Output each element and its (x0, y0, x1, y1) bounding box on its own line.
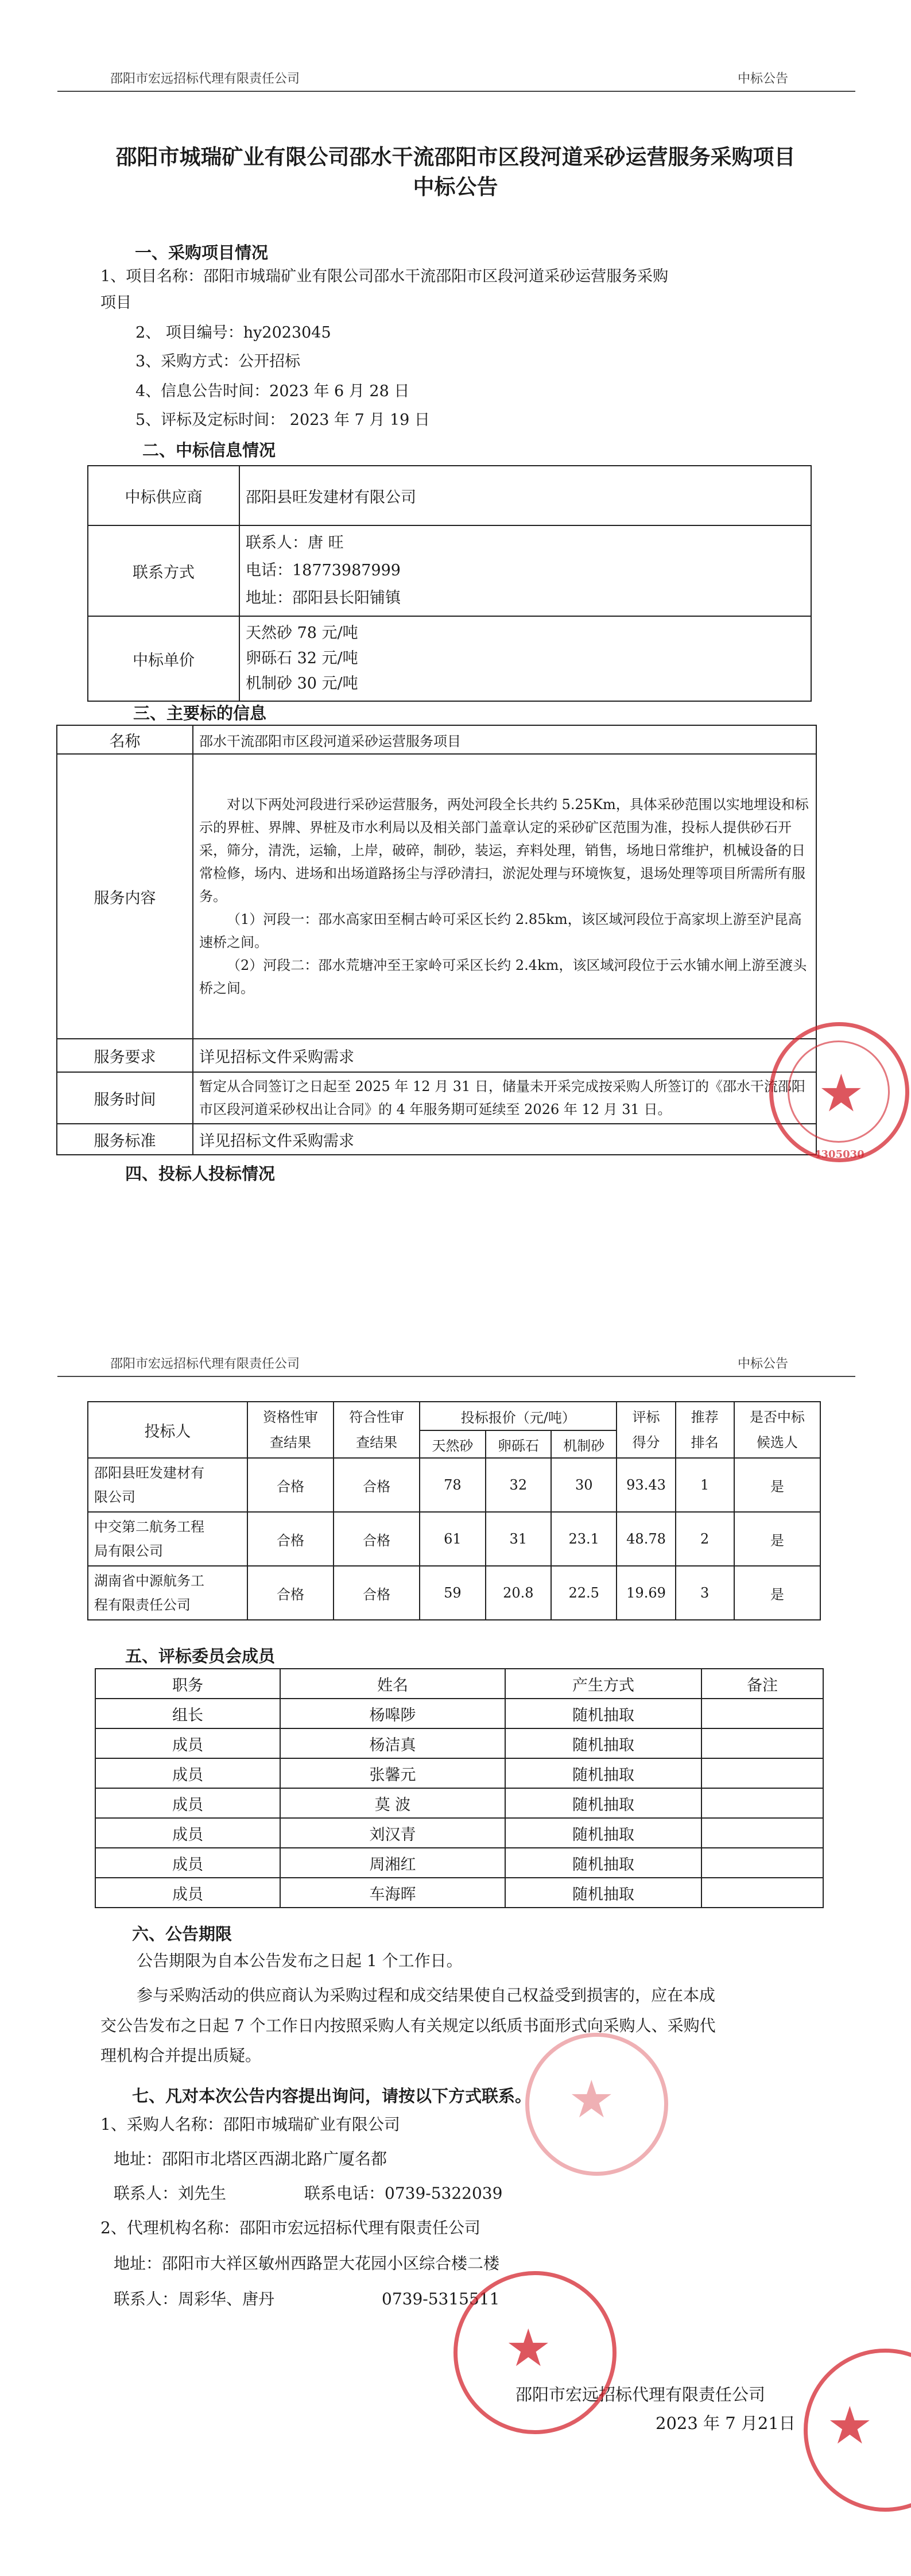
bid-score: 19.69 (617, 1566, 675, 1620)
signature-company: 邵阳市宏远招标代理有限责任公司 (515, 2385, 766, 2404)
rank-header-1: 推荐 (691, 1409, 719, 1425)
bid-candidate: 是 (734, 1458, 820, 1512)
member-role: 成员 (95, 1818, 280, 1848)
project-name-line1: 1、项目名称：邵阳市城瑞矿业有限公司邵水干流邵阳市区段河道采砂运营服务采购 (100, 268, 669, 285)
table-row (95, 1699, 823, 1728)
price-machine-sand: 机制砂 30 元/吨 (246, 675, 358, 693)
agency-seal-star-icon: ★ (818, 1063, 865, 1124)
price-machine-sand-header: 机制砂 (551, 1430, 617, 1458)
bid-natural-sand: 59 (420, 1566, 485, 1620)
name-header: 姓名 (280, 1669, 505, 1699)
contact-label: 联系方式 (88, 525, 239, 616)
signature-seal-star-icon: ★ (505, 2318, 552, 2378)
contact-person: 联系人：唐 旺 (246, 534, 344, 552)
member-name: 车海晖 (280, 1878, 505, 1908)
page2-header-rule (57, 1376, 855, 1377)
project-name-line2: 项目 (100, 294, 131, 312)
table-row (95, 1818, 823, 1848)
signature-date: 2023 年 7 月21日 (656, 2413, 796, 2433)
purchaser-name: 1、采购人名称：邵阳市城瑞矿业有限公司 (100, 2115, 400, 2134)
bidder-name-cont: 局有限公司 (94, 1543, 163, 1559)
price-natural-sand-header: 天然砂 (420, 1430, 485, 1458)
service-req-label: 服务要求 (57, 1039, 193, 1072)
conformity-result: 合格 (334, 1566, 420, 1620)
member-role: 成员 (95, 1878, 280, 1908)
purchaser-address: 地址：邵阳市北塔区西湖北路广厦名都 (114, 2149, 387, 2168)
bid-rank: 1 (676, 1458, 734, 1512)
qualification-header-2: 查结果 (269, 1434, 311, 1451)
member-role: 组长 (95, 1699, 280, 1728)
score-header-1: 评标 (632, 1409, 660, 1425)
procurement-method: 3、采购方式：公开招标 (135, 353, 301, 370)
table-row (88, 1458, 820, 1512)
price-natural-sand: 天然砂 78 元/吨 (246, 624, 358, 642)
member-name: 周湘红 (280, 1848, 505, 1878)
bid-price-header: 投标报价（元/吨） (420, 1402, 617, 1430)
member-method: 随机抽取 (505, 1848, 701, 1878)
notice-period: 公告期限为自本公告发布之日起 1 个工作日。 (137, 1951, 463, 1970)
member-role: 成员 (95, 1848, 280, 1878)
qualification-result: 合格 (247, 1566, 334, 1620)
bid-natural-sand: 78 (420, 1458, 485, 1512)
section-7-heading: 七、凡对本次公告内容提出询问，请按以下方式联系。 (132, 2086, 532, 2106)
bid-machine-sand: 23.1 (551, 1512, 617, 1566)
member-method: 随机抽取 (505, 1818, 701, 1848)
document-title: 邵阳市城瑞矿业有限公司邵水干流邵阳市区段河道采砂运营服务采购项目 (115, 144, 796, 169)
conformity-header-2: 查结果 (356, 1434, 398, 1451)
bidder-col-header: 投标人 (88, 1402, 247, 1458)
service-req-value: 详见招标文件采购需求 (193, 1039, 816, 1072)
member-role: 成员 (95, 1788, 280, 1818)
winner-supplier-label: 中标供应商 (88, 466, 239, 525)
objection-para-line1: 参与采购活动的供应商认为采购过程和成交结果使自己权益受到损害的，应在本成 (137, 1986, 716, 2005)
table-row (95, 1788, 823, 1818)
table-row (88, 1512, 820, 1566)
section-1-heading: 一、采购项目情况 (135, 243, 269, 262)
section-5-heading: 五、评标委员会成员 (125, 1646, 276, 1666)
agent-name: 2、代理机构名称：邵阳市宏远招标代理有限责任公司 (100, 2218, 480, 2237)
page1-header-right: 中标公告 (738, 72, 789, 86)
member-name: 杨洁真 (280, 1728, 505, 1758)
bidder-name: 邵阳县旺发建材有 (94, 1465, 204, 1481)
table-row (88, 1566, 820, 1620)
price-gravel-header: 卵砾石 (486, 1430, 551, 1458)
section-6-heading: 六、公告期限 (132, 1924, 232, 1944)
member-name: 刘汉青 (280, 1818, 505, 1848)
bid-rank: 2 (676, 1512, 734, 1566)
page1-header-rule (57, 91, 855, 92)
bid-gravel: 31 (486, 1512, 551, 1566)
qualification-result: 合格 (247, 1512, 334, 1566)
bid-machine-sand: 22.5 (551, 1566, 617, 1620)
bidder-name: 湖南省中源航务工 (94, 1573, 204, 1589)
document-subtitle: 中标公告 (413, 174, 498, 199)
objection-para-line2: 交公告发布之日起 7 个工作日内按照采购人有关规定以纸质书面形式向采购人、采购代 (100, 2016, 716, 2035)
method-header: 产生方式 (505, 1669, 701, 1699)
bid-score: 48.78 (617, 1512, 675, 1566)
table-row (95, 1878, 823, 1908)
evaluation-date: 5、评标及定标时间： 2023 年 7 月 19 日 (135, 411, 430, 429)
table-row (95, 1728, 823, 1758)
price-gravel: 卵砾石 32 元/吨 (246, 649, 358, 667)
member-role: 成员 (95, 1758, 280, 1788)
bid-machine-sand: 30 (551, 1458, 617, 1512)
section-3-heading: 三、主要标的信息 (133, 703, 267, 723)
service-content-para: 对以下两处河段进行采砂运营服务，两处河段全长共约 5.25Km，具体采砂范围以实地埋设和标示的界桩、界牌、界桩及市水利局以及相关部门盖章认定的采砂矿区范围为准，投标人提供砂石开采，筛分，清洗，运输，上岸，破碎，制砂，装运，弃料处理，销售，场地日常维护，机械设备的日常检修，场内、进场和出场道路扬尘与浮砂清扫，淤泥处理与环境恢复，退场处理等项目所需所有服务。 (199, 796, 809, 904)
bid-candidate: 是 (734, 1566, 820, 1620)
price-label: 中标单价 (88, 616, 239, 701)
bid-score: 93.43 (617, 1458, 675, 1512)
bidder-name-cont: 程有限责任公司 (94, 1597, 191, 1613)
announcement-date: 4、信息公告时间：2023 年 6 月 28 日 (135, 382, 410, 400)
agent-phone: 0739-5315511 (382, 2289, 500, 2308)
table-row (95, 1758, 823, 1788)
contact-phone: 电话：18773987999 (246, 562, 401, 579)
river-section-1: （1）河段一：邵水高家田至桐古岭可采区长约 2.85km，该区域河段位于高家坝上游至沪昆高速桥之间。 (199, 911, 802, 950)
edge-seal-star-icon: ★ (827, 2396, 873, 2456)
member-name: 杨嗥陟 (280, 1699, 505, 1728)
section-4-heading: 四、投标人投标情况 (125, 1164, 276, 1183)
purchaser-seal-star-icon: ★ (568, 2070, 615, 2130)
main-subject-table (56, 725, 817, 1155)
service-std-value: 详见招标文件采购需求 (193, 1124, 816, 1155)
purchaser-contact: 联系人：刘先生 (114, 2184, 227, 2203)
service-content-label: 服务内容 (57, 754, 193, 1039)
member-method: 随机抽取 (505, 1728, 701, 1758)
member-method: 随机抽取 (505, 1788, 701, 1818)
conformity-result: 合格 (334, 1512, 420, 1566)
bidder-name-cont: 限公司 (94, 1489, 135, 1505)
winner-info-table (87, 465, 812, 702)
qualification-header-1: 资格性审 (262, 1409, 318, 1425)
bid-gravel: 20.8 (486, 1566, 551, 1620)
member-name: 莫 波 (280, 1788, 505, 1818)
agent-address: 地址：邵阳市大祥区敏州西路罡大花园小区综合楼二楼 (114, 2254, 500, 2273)
candidate-header-2: 候选人 (756, 1434, 798, 1451)
project-number: 2、 项目编号：hy2023045 (135, 324, 331, 342)
contact-address: 地址：邵阳县长阳铺镇 (246, 589, 401, 607)
conformity-header-1: 符合性审 (349, 1409, 405, 1425)
score-header-2: 得分 (632, 1434, 660, 1451)
agency-seal-code: 4305030 (814, 1148, 865, 1161)
member-method: 随机抽取 (505, 1758, 701, 1788)
subject-name-label: 名称 (57, 725, 193, 754)
page1-header-left: 邵阳市宏远招标代理有限责任公司 (110, 72, 300, 86)
candidate-header-1: 是否中标 (749, 1409, 805, 1425)
bid-gravel: 32 (486, 1458, 551, 1512)
winner-supplier-value: 邵阳县旺发建材有限公司 (239, 466, 811, 525)
member-name: 张馨元 (280, 1758, 505, 1788)
note-header: 备注 (701, 1669, 823, 1699)
subject-name-value: 邵水干流邵阳市区段河道采砂运营服务项目 (193, 725, 816, 754)
committee-table (95, 1668, 824, 1908)
purchaser-phone: 联系电话：0739-5322039 (304, 2184, 503, 2203)
qualification-result: 合格 (247, 1458, 334, 1512)
objection-para-line3: 理机构合并提出质疑。 (100, 2046, 262, 2065)
bid-natural-sand: 61 (420, 1512, 485, 1566)
service-time-value: 暂定从合同签订之日起至 2025 年 12 月 31 日，储量未开采完成按采购人所签订的《邵水干流邵阳市区段河道采砂权出让合同》的 4 年服务期可延续至 2026 年 12 月 31 日。 (193, 1072, 816, 1124)
role-header: 职务 (95, 1669, 280, 1699)
table-row (95, 1848, 823, 1878)
bid-rank: 3 (676, 1566, 734, 1620)
agent-contact: 联系人：周彩华、唐丹 (114, 2289, 275, 2308)
member-method: 随机抽取 (505, 1699, 701, 1728)
bidder-table (87, 1401, 821, 1620)
section-2-heading: 二、中标信息情况 (142, 440, 276, 460)
bidder-name: 中交第二航务工程 (94, 1519, 204, 1535)
member-role: 成员 (95, 1728, 280, 1758)
rank-header-2: 排名 (691, 1434, 719, 1451)
service-time-label: 服务时间 (57, 1072, 193, 1124)
member-method: 随机抽取 (505, 1878, 701, 1908)
river-section-2: （2）河段二：邵水荒塘冲至王家岭可采区长约 2.4km，该区域河段位于云水铺水闸上游至渡头桥之间。 (199, 957, 807, 996)
page2-header-left: 邵阳市宏远招标代理有限责任公司 (110, 1357, 300, 1371)
page2-header-right: 中标公告 (738, 1357, 789, 1371)
conformity-result: 合格 (334, 1458, 420, 1512)
service-std-label: 服务标准 (57, 1124, 193, 1155)
bid-candidate: 是 (734, 1512, 820, 1566)
